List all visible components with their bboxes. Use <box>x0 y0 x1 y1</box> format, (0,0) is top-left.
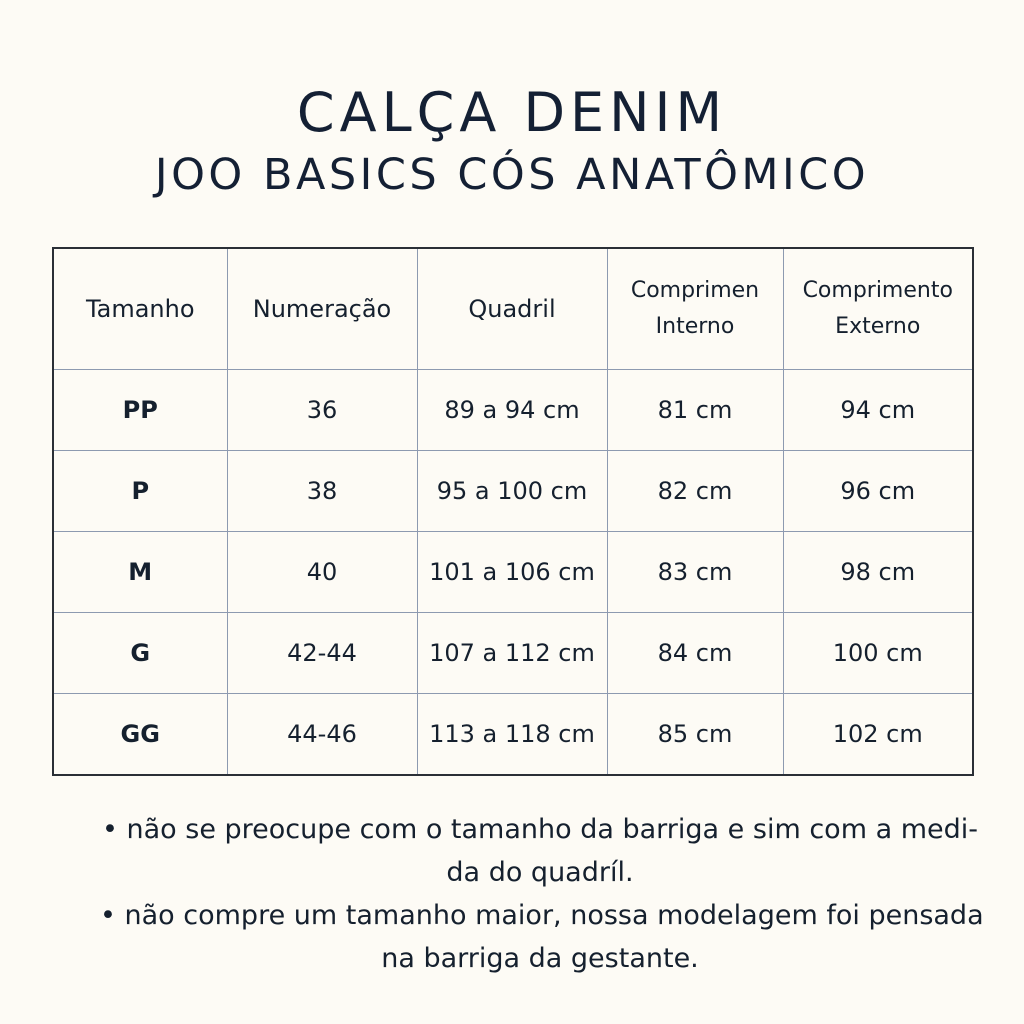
cell-numeracao: 36 <box>227 370 417 451</box>
note-2-line-2: na barriga da gestante. <box>381 943 699 974</box>
header-externo-line2: Externo <box>835 314 921 339</box>
cell-tamanho: GG <box>53 694 227 776</box>
header-externo-line1: Comprimento <box>802 278 953 303</box>
cell-externo: 94 cm <box>783 370 973 451</box>
cell-externo: 96 cm <box>783 451 973 532</box>
cell-numeracao: 44-46 <box>227 694 417 776</box>
cell-quadril: 113 a 118 cm <box>417 694 607 776</box>
table-row <box>53 451 973 532</box>
header-interno-line2: Interno <box>655 314 735 339</box>
cell-interno: 83 cm <box>607 532 783 613</box>
cell-interno: 84 cm <box>607 613 783 694</box>
note-2-line-1: • não compre um tamanho maior, nossa modelagem foi pensada <box>100 900 984 931</box>
cell-quadril: 101 a 106 cm <box>417 532 607 613</box>
cell-numeracao: 42-44 <box>227 613 417 694</box>
header-comprimento-externo <box>783 248 973 370</box>
header-numeracao: Numeração <box>227 248 417 370</box>
cell-interno: 85 cm <box>607 694 783 776</box>
note-1-line-1: • não se preocupe com o tamanho da barriga e sim com a medi- <box>101 814 978 845</box>
table-row <box>53 532 973 613</box>
cell-interno: 82 cm <box>607 451 783 532</box>
cell-numeracao: 40 <box>227 532 417 613</box>
cell-tamanho: PP <box>53 370 227 451</box>
cell-quadril: 95 a 100 cm <box>417 451 607 532</box>
product-subtitle: JOO BASICS CÓS ANATÔMICO <box>154 150 870 200</box>
cell-quadril: 89 a 94 cm <box>417 370 607 451</box>
cell-tamanho: G <box>53 613 227 694</box>
note-1-line-2: da do quadríl. <box>446 857 634 888</box>
cell-numeracao: 38 <box>227 451 417 532</box>
cell-externo: 98 cm <box>783 532 973 613</box>
notes <box>100 808 984 980</box>
cell-interno: 81 cm <box>607 370 783 451</box>
header-quadril: Quadril <box>417 248 607 370</box>
table-row <box>53 613 973 694</box>
cell-quadril: 107 a 112 cm <box>417 613 607 694</box>
table-header-row <box>53 248 973 370</box>
header-tamanho: Tamanho <box>53 248 227 370</box>
cell-externo: 100 cm <box>783 613 973 694</box>
size-table <box>52 247 974 776</box>
cell-externo: 102 cm <box>783 694 973 776</box>
table-row <box>53 370 973 451</box>
cell-tamanho: P <box>53 451 227 532</box>
header-comprimento-interno <box>607 248 783 370</box>
product-title: CALÇA DENIM <box>296 81 728 144</box>
table-row <box>53 694 973 776</box>
cell-tamanho: M <box>53 532 227 613</box>
header-interno-line1: Comprimen <box>630 278 760 303</box>
